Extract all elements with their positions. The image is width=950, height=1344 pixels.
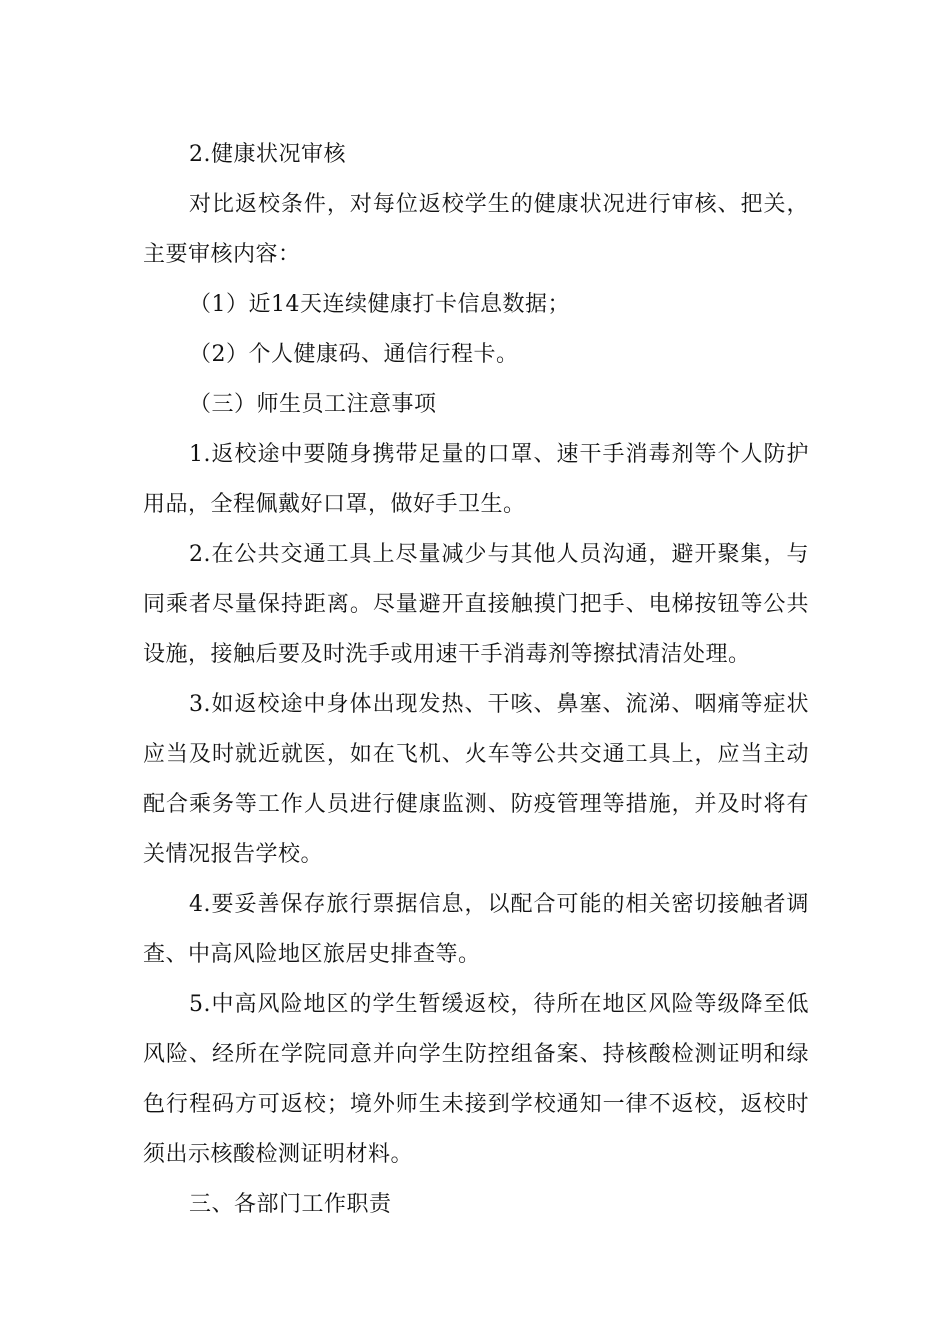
list-item-checkin-data: （1）近14天连续健康打卡信息数据； bbox=[189, 292, 570, 317]
paragraph-note-3: 3.如返校途中身体出现发热、干咳、鼻塞、流涕、咽痛等症状应当及时就近就医，如在飞机、火车等公共交通工具上，应当主动配合乘务等工作人员进行健康监测、防疫管理等措施，并及时将有关情况报告学校。 bbox=[143, 692, 809, 867]
list-item-health-code: （2）个人健康码、通信行程卡。 bbox=[189, 342, 519, 367]
document-body bbox=[143, 130, 809, 1230]
paragraph-note-1: 1.返校途中要随身携带足量的口罩、速干手消毒剂等个人防护用品，全程佩戴好口罩，做好手卫生。 bbox=[143, 442, 809, 517]
heading-health-review: 2.健康状况审核 bbox=[189, 142, 346, 167]
heading-staff-notes: （三）师生员工注意事项 bbox=[189, 392, 437, 417]
paragraph-review-conditions: 对比返校条件，对每位返校学生的健康状况进行审核、把关，主要审核内容： bbox=[143, 192, 809, 267]
paragraph-note-5: 5.中高风险地区的学生暂缓返校，待所在地区风险等级降至低风险、经所在学院同意并向学生防控组备案、持核酸检测证明和绿色行程码方可返校；境外师生未接到学校通知一律不返校，返校时须出示核酸检测证明材料。 bbox=[143, 992, 809, 1167]
heading-department-duties: 三、各部门工作职责 bbox=[189, 1192, 392, 1217]
paragraph-note-4: 4.要妥善保存旅行票据信息，以配合可能的相关密切接触者调查、中高风险地区旅居史排查等。 bbox=[143, 892, 809, 967]
paragraph-note-2: 2.在公共交通工具上尽量减少与其他人员沟通，避开聚集，与同乘者尽量保持距离。尽量避开直接触摸门把手、电梯按钮等公共设施，接触后要及时洗手或用速干手消毒剂等擦拭清洁处理。 bbox=[143, 542, 809, 667]
